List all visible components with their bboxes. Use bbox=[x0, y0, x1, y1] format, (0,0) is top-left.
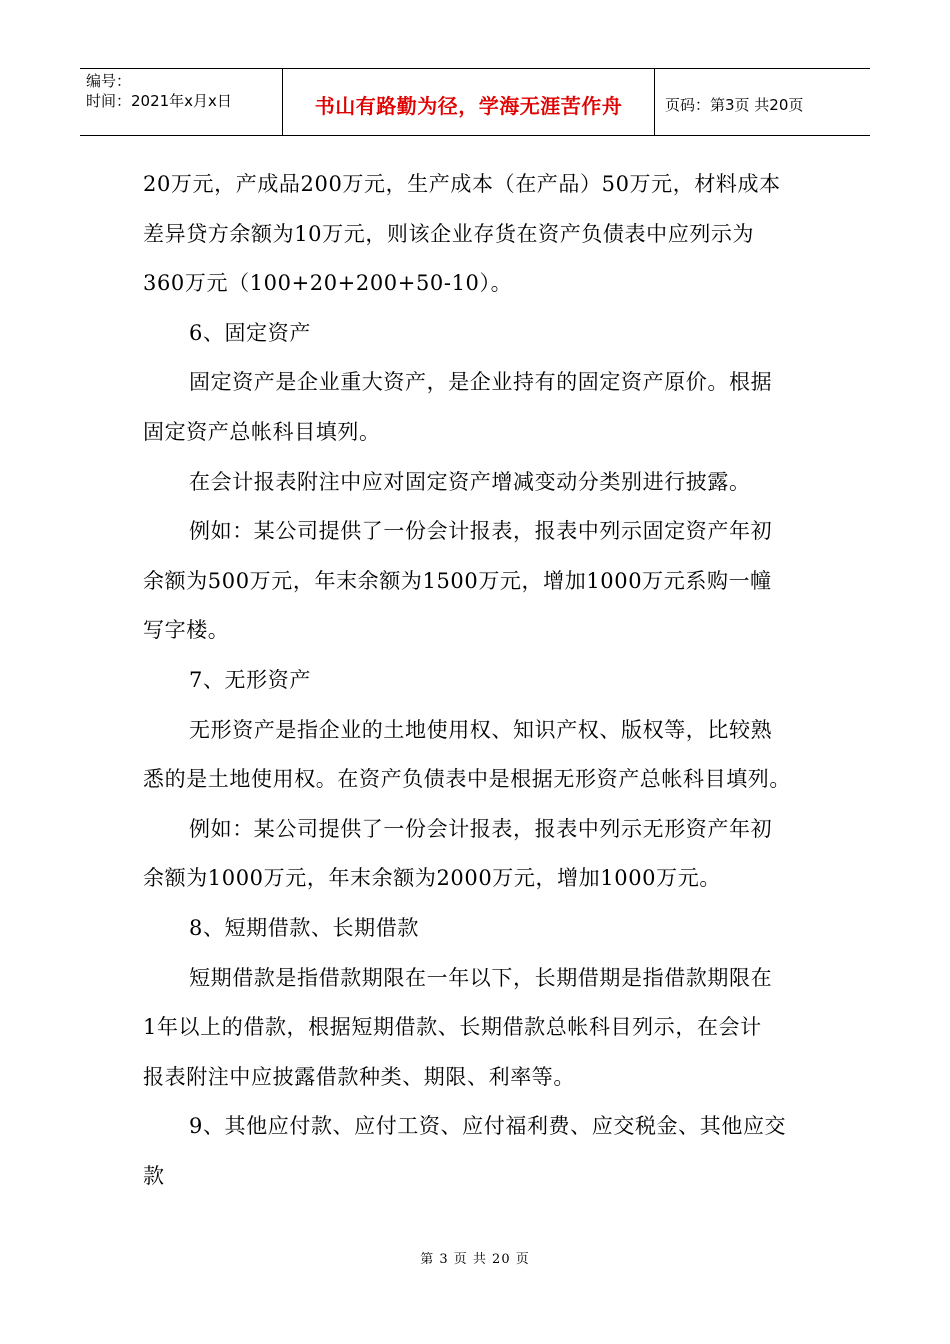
page-footer: 第 3 页 共 20 页 bbox=[420, 1252, 530, 1267]
body-line: 短期借款是指借款期限在一年以下，长期借期是指借款期限在 bbox=[189, 965, 773, 990]
body-line: 1年以上的借款，根据短期借款、长期借款总帐科目列示，在会计 bbox=[143, 1015, 762, 1040]
body-line: 6、固定资产 bbox=[189, 320, 311, 345]
body-line: 8、短期借款、长期借款 bbox=[189, 915, 419, 940]
body-line: 例如：某公司提供了一份会计报表，报表中列示无形资产年初 bbox=[189, 816, 773, 841]
body-line: 余额为500万元，年末余额为1500万元，增加1000万元系购一幢 bbox=[143, 568, 772, 593]
header-motto: 书山有路勤为径，学海无涯苦作舟 bbox=[282, 69, 655, 135]
body-line: 在会计报表附注中应对固定资产增减变动分类别进行披露。 bbox=[189, 469, 751, 494]
header-meta-cell bbox=[80, 69, 282, 135]
body-line: 7、无形资产 bbox=[189, 667, 311, 692]
body-line: 报表附注中应披露借款种类、期限、利率等。 bbox=[143, 1064, 575, 1089]
body-line: 例如：某公司提供了一份会计报表，报表中列示固定资产年初 bbox=[189, 519, 773, 544]
header-page-info: 页码：第3页 共20页 bbox=[665, 95, 804, 114]
body-line: 无形资产是指企业的土地使用权、知识产权、版权等，比较熟 bbox=[189, 717, 773, 742]
body-line: 固定资产总帐科目填列。 bbox=[143, 419, 381, 444]
body-line: 余额为1000万元，年末余额为2000万元，增加1000万元。 bbox=[143, 866, 721, 891]
body-line: 360万元（100+20+200+50-10）。 bbox=[143, 271, 513, 296]
document-body bbox=[143, 160, 808, 1201]
body-line: 写字楼。 bbox=[143, 618, 230, 643]
header-number-label: 编号： bbox=[86, 72, 132, 90]
body-line: 悉的是土地使用权。在资产负债表中是根据无形资产总帐科目填列。 bbox=[143, 767, 791, 792]
body-line: 差异贷方余额为10万元，则该企业存货在资产负债表中应列示为 bbox=[143, 221, 755, 246]
body-line: 9、其他应付款、应付工资、应付福利费、应交税金、其他应交 bbox=[189, 1114, 787, 1139]
body-line: 20万元，产成品200万元，生产成本（在产品）50万元，材料成本 bbox=[143, 172, 781, 196]
body-line: 款 bbox=[143, 1163, 165, 1188]
body-line: 固定资产是企业重大资产，是企业持有的固定资产原价。根据 bbox=[189, 370, 773, 395]
document-header bbox=[80, 68, 870, 136]
header-time-label: 时间：2021年x月x日 bbox=[86, 92, 232, 110]
